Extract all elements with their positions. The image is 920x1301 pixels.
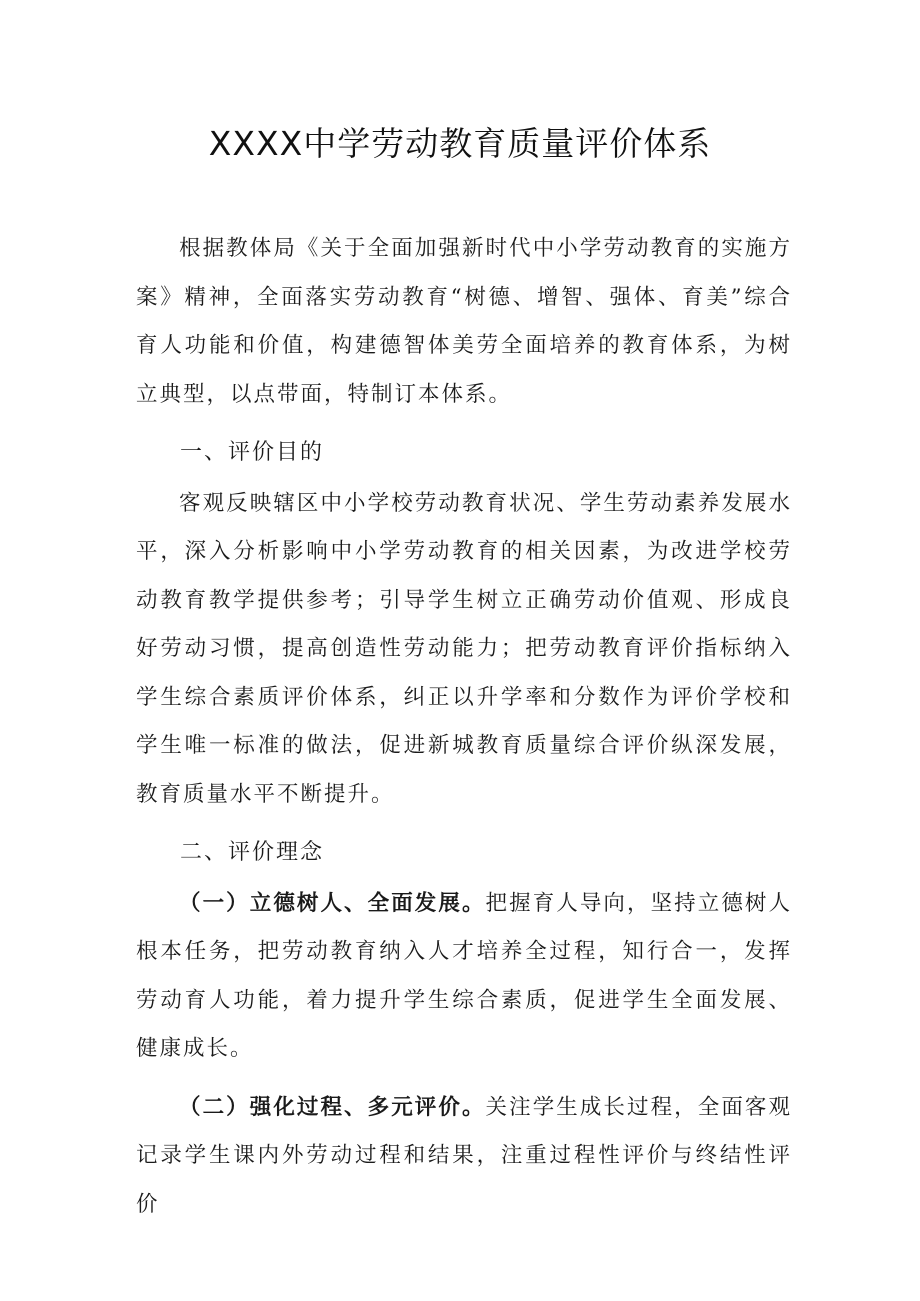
item-2-text: 关注学生成长过程，全面客观记录学生课内外劳动过程和结果，注重过程性评价与终结性评价 [136,1094,792,1217]
intro-paragraph: 根据教体局《关于全面加强新时代中小学劳动教育的实施方案》精神，全面落实劳动教育“树德、增智、强体、育美”综合育人功能和价值，构建德智体美劳全面培养的教育体系，为树立典型，以点带面，特制订本体系。 [136,236,792,407]
section-heading-philosophy: 二、评价理念 [180,840,325,865]
item-1-text: 把握育人导向，坚持立德树人根本任务，把劳动教育纳入人才培养全过程，知行合一，发挥劳动育人功能，着力提升学生综合素质，促进学生全面发展、健康成长。 [136,890,792,1061]
document-title: XXXX中学劳动教育质量评价体系 [208,124,712,163]
item-1-lead: （一）立德树人、全面发展。 [179,890,486,916]
philosophy-item-1 [136,880,792,1074]
purpose-paragraph: 客观反映辖区中小学校劳动教育状况、学生劳动素养发展水平，深入分析影响中小学劳动教育的相关因素，为改进学校劳动教育教学提供参考；引导学生树立正确劳动价值观、形成良好劳动习惯，提高创造性劳动能力；把劳动教育评价指标纳入学生综合素质评价体系，纠正以升学率和分数作为评价学校和学生唯一标准的做法，促进新城教育质量综合评价纵深发展，教育质量水平不断提升。 [136,490,792,807]
philosophy-item-2 [136,1084,792,1230]
item-2-lead: （二）强化过程、多元评价。 [179,1094,486,1120]
section-heading-purpose: 一、评价目的 [180,440,325,465]
document-body [136,225,792,1229]
